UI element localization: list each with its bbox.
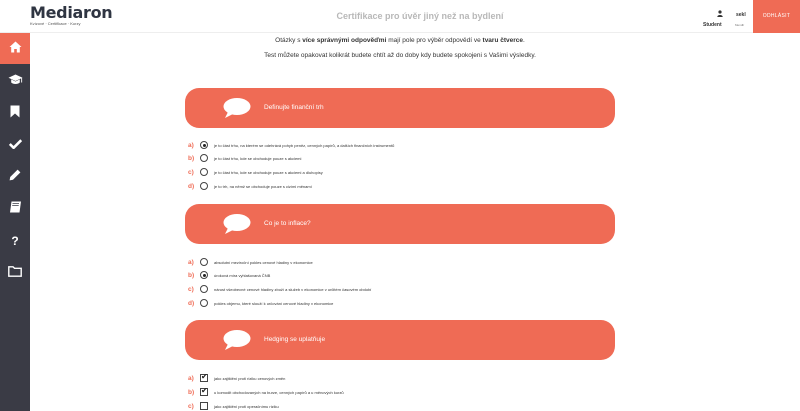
sidebar-item-library[interactable]: [0, 193, 30, 224]
intro-text: .: [523, 37, 525, 44]
intro-line-1: [200, 37, 600, 44]
sidebar-item-home[interactable]: [0, 33, 30, 64]
answer-option[interactable]: [188, 401, 279, 411]
sidebar-item-done[interactable]: [0, 129, 30, 160]
question-title: Hedging se uplatňuje: [264, 336, 326, 343]
answer-option[interactable]: [188, 181, 312, 191]
speech-bubble-icon: [222, 97, 252, 119]
check-icon: [9, 138, 22, 152]
question-title: Definujte finanční trh: [264, 104, 324, 111]
option-letter: a): [188, 141, 194, 149]
sidebar-item-courses[interactable]: [0, 65, 30, 96]
question-banner-1: [185, 88, 615, 128]
user-extra: Mendlr: [735, 23, 745, 27]
intro-line-2: Test můžete opakovat kolikrát budete chtít až do doby kdy budete spokojeni s Vašimi výsledky.: [264, 52, 536, 59]
option-letter: d): [188, 299, 195, 307]
sidebar: [0, 33, 30, 411]
answer-option[interactable]: [188, 298, 333, 308]
radio-button[interactable]: [200, 154, 208, 162]
radio-button[interactable]: [200, 182, 208, 190]
user-icon: [717, 10, 723, 19]
intro-text: Otázky s: [275, 37, 303, 44]
answer-option[interactable]: [188, 257, 313, 267]
checkbox[interactable]: [200, 388, 208, 396]
option-text: pokles objemu, které slouží k určování cenové hladiny v ekonomice: [214, 300, 334, 306]
answer-option[interactable]: [188, 284, 371, 294]
question-banner-3: [185, 320, 615, 360]
user-role: Student: [703, 22, 722, 28]
sidebar-item-files[interactable]: [0, 257, 30, 288]
sidebar-item-help[interactable]: [0, 225, 30, 256]
bookmark-icon: [10, 105, 20, 121]
option-text: je to část trhu, kde se obchoduje pouze s akciemi: [214, 155, 302, 161]
answer-option[interactable]: [188, 270, 270, 280]
option-letter: c): [188, 402, 194, 410]
logo-title: Mediaron: [30, 3, 113, 22]
speech-bubble-icon: [222, 329, 252, 351]
option-letter: b): [188, 388, 195, 396]
radio-button[interactable]: [200, 299, 208, 307]
option-text: jako zajištění proti riziku cenových změn: [214, 375, 286, 381]
question-icon: ?: [11, 233, 19, 248]
question-title: Co je to inflace?: [264, 220, 311, 227]
checkbox[interactable]: [200, 374, 208, 382]
radio-button[interactable]: [200, 141, 208, 149]
pencil-icon: [9, 169, 21, 184]
intro-text: mají pole pro výběr odpovědí ve: [386, 37, 483, 44]
option-letter: b): [188, 271, 195, 279]
graduation-cap-icon: [8, 74, 23, 88]
checkbox[interactable]: [200, 402, 208, 410]
option-letter: c): [188, 168, 194, 176]
user-name: sekl: [736, 12, 746, 18]
option-letter: a): [188, 374, 194, 382]
option-text: je to část trhu, kde se obchoduje pouze s akciemi a dluhopisy: [214, 169, 323, 175]
option-letter: b): [188, 154, 195, 162]
radio-button[interactable]: [200, 285, 208, 293]
option-letter: d): [188, 182, 195, 190]
page-title: Certifikace pro úvěr jiný než na bydlení: [336, 11, 504, 21]
option-text: je to trh, na němž se obchoduje pouze s cizími měnami: [214, 183, 312, 189]
folder-icon: [8, 266, 22, 280]
intro-emphasis: tvaru čtverce: [482, 37, 524, 44]
home-icon: [9, 41, 22, 56]
sidebar-item-bookmarks[interactable]: [0, 97, 30, 128]
book-icon: [9, 201, 22, 216]
top-bar: [0, 0, 800, 33]
option-text: u komodit obchodovaných na burze, cenných papírů a u měnových kurzů: [214, 389, 344, 395]
intro-emphasis: více správnými odpověďmi: [302, 37, 387, 44]
radio-button[interactable]: [200, 271, 208, 279]
answer-option[interactable]: [188, 140, 394, 150]
option-letter: a): [188, 258, 194, 266]
logo-subtitle: Kvízové · Certifikace · Kurzy: [30, 21, 81, 26]
answer-option[interactable]: [188, 153, 301, 163]
answer-option[interactable]: [188, 373, 285, 383]
option-text: jako zajištění proti operačnímu riziku: [214, 403, 279, 409]
radio-button[interactable]: [200, 168, 208, 176]
logout-button[interactable]: ODHLÁSIT: [753, 0, 800, 33]
option-letter: c): [188, 285, 194, 293]
answer-option[interactable]: [188, 167, 323, 177]
option-text: nárust všeobecné cenové hladiny zboží a služeb v ekonomice v určitém časovém období: [214, 286, 372, 292]
option-text: je to část trhu, na kterém se odehrává pohyb peněz, cenných papírů, a dalších finančních instrumentů: [214, 142, 395, 148]
sidebar-item-edit[interactable]: [0, 161, 30, 192]
speech-bubble-icon: [222, 213, 252, 235]
answer-option[interactable]: [188, 387, 344, 397]
option-text: úroková míra vyhlašovaná ČNB: [214, 272, 271, 278]
radio-button[interactable]: [200, 258, 208, 266]
option-text: absolutní meziroční pokles cenové hladiny v ekonomice: [214, 259, 313, 265]
question-banner-2: [185, 204, 615, 244]
